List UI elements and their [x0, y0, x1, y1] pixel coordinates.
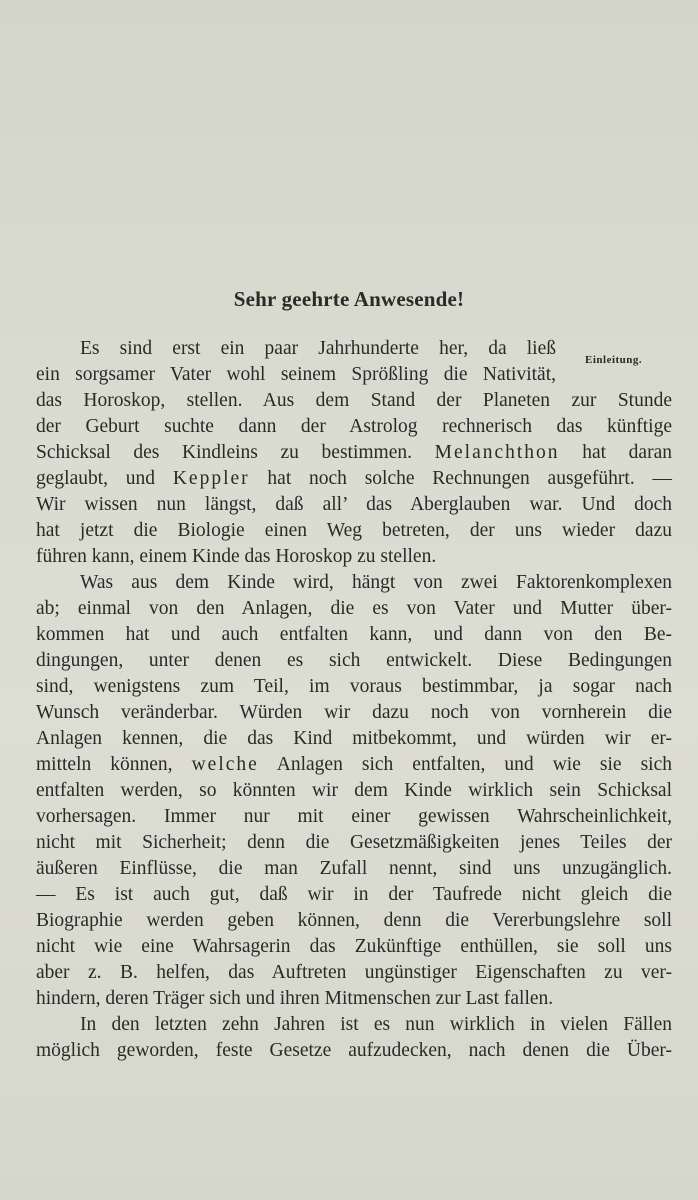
text-line-9: führen kann, einem Kinde das Horoskop zu stellen.	[36, 546, 437, 567]
text-line-11: ab; einmal von den Anlagen, die es von Vater und Mutter über-	[36, 598, 672, 619]
text-line-2: ein sorgsamer Vater wohl seinem Sprößling die Nativität,	[36, 364, 556, 385]
text-line-25: aber z. B. helfen, das Auftreten ungünstiger Eigenschaften zu ver-	[36, 962, 672, 983]
text-line-22: — Es ist auch gut, daß wir in der Taufrede nicht gleich die	[36, 884, 672, 905]
text-line-26: hindern, deren Träger sich und ihren Mitmenschen zur Last fallen.	[36, 988, 554, 1009]
text-line-18: entfalten werden, so könnten wir dem Kinde wirklich sein Schicksal	[36, 780, 672, 801]
text-line-21: äußeren Einflüsse, die man Zufall nennt, sind uns unzugänglich.	[36, 858, 672, 879]
text-line-6: geglaubt, und Keppler hat noch solche Rechnungen ausgeführt. —	[36, 468, 672, 489]
text-line-7: Wir wissen nun längst, daß all’ das Aberglauben war. Und doch	[36, 494, 672, 515]
text-line-14: sind, wenigstens zum Teil, im voraus bestimmbar, ja sogar nach	[36, 676, 672, 697]
text-line-27: In den letzten zehn Jahren ist es nun wirklich in vielen Fällen	[80, 1014, 672, 1035]
name-melanchthon: Melanchthon	[434, 442, 560, 463]
emphasis-welche: welche	[191, 754, 259, 775]
name-keppler: Keppler	[172, 468, 250, 489]
text-line-8: hat jetzt die Biologie einen Weg betreten, der uns wieder dazu	[36, 520, 672, 541]
text-line-23: Biographie werden geben können, denn die Vererbungslehre soll	[36, 910, 672, 931]
text-line-15: Wunsch veränderbar. Würden wir dazu noch von vornherein die	[36, 702, 672, 723]
text-line-4: der Geburt suchte dann der Astrolog rechnerisch das künftige	[36, 416, 672, 437]
text-line-1: Es sind erst ein paar Jahrhunderte her, da ließ	[80, 338, 556, 359]
margin-note: Einleitung.	[585, 354, 643, 366]
text-line-10: Was aus dem Kinde wird, hängt von zwei Faktorenkomplexen	[80, 572, 672, 593]
text-line-17: mitteln können, welche Anlagen sich entfalten, und wie sie sich	[36, 754, 672, 775]
text-line-20: nicht mit Sicherheit; denn die Gesetzmäßigkeiten jenes Teiles der	[36, 832, 672, 853]
text-line-13: dingungen, unter denen es sich entwickelt. Diese Bedingungen	[36, 650, 672, 671]
text-line-19: vorhersagen. Immer nur mit einer gewissen Wahrscheinlichkeit,	[36, 806, 672, 827]
text-line-24: nicht wie eine Wahrsagerin das Zukünftige enthüllen, sie soll uns	[36, 936, 672, 957]
page-heading: Sehr geehrte Anwesende!	[233, 287, 465, 311]
text-line-3: das Horoskop, stellen. Aus dem Stand der Planeten zur Stunde	[36, 390, 672, 411]
text-line-5: Schicksal des Kindleins zu bestimmen. Melanchthon hat daran	[36, 442, 672, 463]
text-line-16: Anlagen kennen, die das Kind mitbekommt, und würden wir er-	[36, 728, 672, 749]
text-line-12: kommen hat und auch entfalten kann, und dann von den Be-	[36, 624, 672, 645]
text-line-28: möglich geworden, feste Gesetze aufzudecken, nach denen die Über-	[36, 1040, 672, 1061]
